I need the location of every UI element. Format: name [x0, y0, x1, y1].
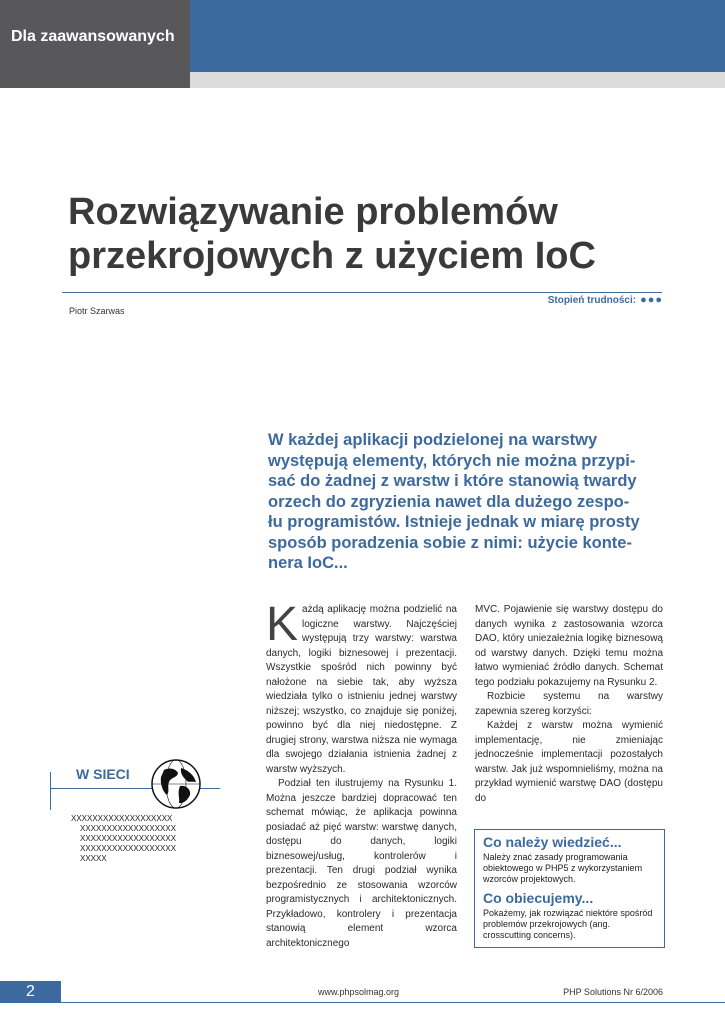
body-paragraph: Każdej z warstw można wymienić implementację, nie zmieniając jednocześnie implementacji pozostałych warstw. Jak już wspomnieliśmy, można na przykład wymienić warstwę DAO (dostępu do	[475, 720, 663, 804]
sieci-links	[71, 814, 191, 864]
info-box	[474, 829, 665, 948]
lead-line: sać do żadnej z warstw i które stanowią twardy	[268, 472, 637, 490]
article-title	[68, 190, 708, 278]
body-paragraph: Rozbicie systemu na warstwy zapewnia szereg korzyści:	[475, 691, 663, 717]
lead-line: W każdej aplikacji podzielonej na warstwy	[268, 431, 598, 449]
drop-cap: K	[266, 598, 299, 651]
article-title-line-1: Rozwiązywanie problemów	[68, 191, 558, 233]
author: Piotr Szarwas	[69, 306, 125, 316]
difficulty-label: Stopień trudności:	[547, 295, 637, 306]
difficulty-dots: ●●●	[640, 294, 663, 306]
body-column-2	[475, 603, 663, 806]
sieci-title: W SIECI	[76, 766, 130, 782]
body-paragraph: MVC. Pojawienie się warstwy dostępu do danych wynika z zastosowania wzorca DAO, który uniezależnia logikę biznesową od warstwy danych. Dzięki temu można łatwo wymieniać źródło danych. Schemat tego podziału pokazujemy na Rysunku 2.	[475, 604, 663, 688]
lead-line: występują elementy, których nie można przypi-	[268, 451, 636, 470]
globe-icon	[150, 758, 202, 810]
header-accent-band	[190, 0, 725, 72]
sieci-link: XXXXXXXXXXXXXXXXXX	[80, 834, 177, 843]
body-column-1	[266, 598, 457, 951]
lead-line: orzech do zgryzienia nawet dla dużego zespo-	[268, 492, 630, 511]
body-text: ażdą aplikację można podzielić na logiczne warstwy. Najczęściej występują trzy warstwy: warstwa danych, logiki biznesowej i prezentacji. Wszystkie spośród nich powinny być nałożone na siebie tak, aby wyższa wiedziała tylko o istnieniu jednej warstwy niższej; wszystko, co znajduje się poniżej, powinno być dla niej niedostępne. Z drugiej strony, warstwa niższa nie wymaga dla swojego działania istnienia żadnej z warstw wyższych.	[266, 604, 457, 775]
footer-rule	[61, 1002, 725, 1003]
footer-issue: PHP Solutions Nr 6/2006	[563, 987, 663, 997]
lead-line: nera IoC...	[268, 554, 348, 572]
lead-line: łu programistów. Istnieje jednak w miarę prosty	[268, 513, 640, 531]
section-label: Dla zaawansowanych	[11, 28, 175, 45]
body-paragraph	[266, 598, 457, 777]
page-number: 2	[0, 981, 61, 1003]
header-light-band	[190, 72, 725, 88]
sieci-link: XXXXXXXXXXXXXXXXXX	[80, 824, 177, 833]
sieci-link: XXXXX	[80, 854, 107, 863]
info-box-text-promise: Pokażemy, jak rozwiązać niektóre spośród problemów przekrojowych (ang. crosscutting concerns).	[483, 908, 653, 940]
sieci-link: XXXXXXXXXXXXXXXXXX	[80, 844, 177, 853]
sieci-link: XXXXXXXXXXXXXXXXXXX	[71, 814, 173, 823]
info-box-text-know: Należy znać zasady programowania obiektowego w PHP5 z wykorzystaniem wzorców projektowych.	[483, 852, 643, 884]
info-box-heading-know: Co należy wiedzieć...	[483, 834, 622, 850]
title-rule	[62, 292, 662, 293]
body-paragraph: Podział ten ilustrujemy na Rysunku 1. Można jeszcze bardziej dopracować ten schemat mówiąc, że aplikacja powinna posiadać aż pięć warstw: warstwę danych, dostępu do danych, logiki biznesowej/usług, kontrolerów i prezentacji. Ten drugi podział wynika bezpośrednio ze stosowania wzorców programistycznych i architektonicznych. Przykładowo, kontrolery i prezentacja stanowią element wzorca architektonicznego	[266, 778, 457, 949]
difficulty-indicator	[548, 294, 663, 306]
article-title-line-2: przekrojowych z użyciem IoC	[68, 235, 596, 277]
info-box-heading-promise: Co obiecujemy...	[483, 890, 594, 906]
lead-line: sposób poradzenia sobie z nimi: użycie konte-	[268, 533, 632, 552]
sieci-rule-vertical	[50, 772, 51, 810]
lead-paragraph	[268, 430, 660, 574]
footer-url: www.phpsolmag.org	[318, 987, 400, 997]
